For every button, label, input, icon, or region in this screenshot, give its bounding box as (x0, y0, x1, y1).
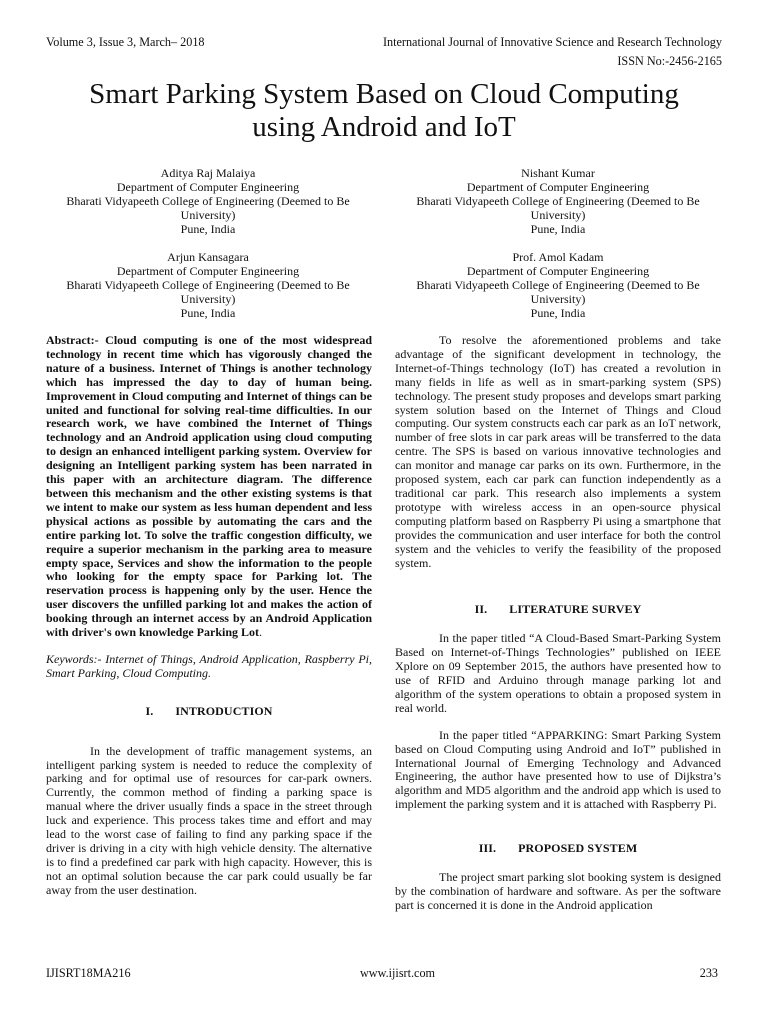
right-column (395, 334, 721, 913)
author-name: Aditya Raj Malaiya (160, 166, 256, 180)
section-number: III. (478, 841, 497, 856)
author-city: Pune, India (180, 306, 236, 320)
author-college: Bharati Vidyapeeth College of Engineering (Deemed to Be (416, 278, 700, 292)
introduction-paragraph: In the development of traffic management systems, an intelligent parking system is needed to reduce the complexity of parking and for optimal use of resources for car-park owners. Currently, the common method of finding a parking space is manual where the driver usually finds a space in the street through luck and experience. This process takes time and effort and may lead to the worst case of failing to find any parking space if the driver is driving in a city with high vehicle density. The alternative is to find a predefined car park with high capacity. However, this is not an optimal solution because the car park could usually be far away from the user destination. (46, 743, 372, 897)
author-block-4 (398, 250, 718, 320)
section-number: II. (474, 602, 488, 617)
author-block-1 (48, 166, 368, 236)
author-city: Pune, India (530, 306, 586, 320)
proposed-system-paragraph: The project smart parking slot booking system is designed by the combination of hardware and software. As per the software part is concerned it is done in the Android application (395, 870, 721, 912)
section-title: LITERATURE SURVEY (509, 602, 642, 617)
journal-url: www.ijisrt.com (360, 966, 436, 980)
journal-name: International Journal of Innovative Science and Research Technology (382, 35, 722, 49)
title-line-1: Smart Parking System Based on Cloud Computing (89, 78, 679, 110)
author-dept: Department of Computer Engineering (116, 180, 300, 194)
author-dept: Department of Computer Engineering (466, 264, 650, 278)
author-dept: Department of Computer Engineering (116, 264, 300, 278)
title-line-2: using Android and IoT (252, 111, 516, 143)
page-number: 233 (699, 966, 718, 980)
abstract-end: . (259, 625, 263, 640)
paper-title (40, 78, 728, 144)
section-heading-proposed-system (395, 842, 721, 856)
section-heading-introduction (46, 705, 372, 719)
author-name: Nishant Kumar (521, 166, 595, 180)
section-number: I. (145, 703, 154, 718)
keywords: Keywords:- Internet of Things, Android Application, Raspberry Pi, Smart Parking, Cloud Computing. (46, 651, 372, 680)
section-title: INTRODUCTION (175, 703, 273, 718)
author-college-cont: University) (530, 292, 586, 306)
introduction-continued-paragraph: To resolve the aforementioned problems and take advantage of the significant development in technology, the Internet-of-Things technology (IoT) has created a revolution in many fields in life as well as in smart-parking system (SPS) technology. The present study proposes and develops smart parking system solution based on the Internet of Things and Cloud computing. Our system constructs each car park as an IoT network, number of free slots in car park areas will be transferred to the data centre. The SPS is based on various innovative technologies and can monitor and manage car parks on its own. Furthermore, in the proposed system, each car park can function independently as a traditional car park. This research also implements a system prototype with wireless access in an open-source physical computing platform based on Raspberry Pi using a smartphone that provides the communication and user interface for both the control system and the vehicles to verify the feasibility of the proposed system. (395, 333, 721, 570)
author-college: Bharati Vidyapeeth College of Engineering (Deemed to Be (66, 278, 350, 292)
author-dept: Department of Computer Engineering (466, 180, 650, 194)
author-name: Arjun Kansagara (167, 250, 249, 264)
abstract-paragraph (46, 334, 372, 640)
section-title: PROPOSED SYSTEM (518, 841, 638, 856)
section-heading-literature-survey (395, 603, 721, 617)
issn: ISSN No:-2456-2165 (617, 54, 722, 68)
abstract-text: :- Cloud computing is one of the most widespread technology in recent time which has vigorously changed the nature of a business. Internet of Things is another technology which has impressed the day to day of human being. Improvement in Cloud computing and Internet of things can be united and functional for solving real-time difficulties. In our research work, we have combined the Internet of Things technology and an Android application using cloud computing to design an enhanced intelligent parking system. Overview for designing an Intelligent parking system has been narrated in this paper with an architecture diagram. The difference between this mechanism and the other existing systems is that we intent to make our system as less human dependent and less physical actions as possible by automating the cars and the entire parking lot. To solve the traffic congestion difficulty, we require a superior mechanism in the parking area to measure empty space, Services and show the information to the people who looking for the empty space for Parking lot. The reservation process is happening only by the user. Hence the user discovers the unfilled parking lot and makes the action of booking through an internet access by an Android Application with driver's own knowledge Parking Lot (46, 333, 372, 640)
author-block-2 (398, 166, 718, 236)
author-college-cont: University) (180, 208, 236, 222)
author-college: Bharati Vidyapeeth College of Engineering (Deemed to Be (416, 194, 700, 208)
author-city: Pune, India (180, 222, 236, 236)
literature-paragraph-2: In the paper titled “APPARKING: Smart Parking System based on Cloud Computing using Android and IoT” published in International Journal of Emerging Technology and Advanced Engineering, the author have presented how to use of Dijkstra’s algorithm and MD5 algorithm and the android app which is used to implement the parking system and it is attached with Raspberry Pi. (395, 727, 721, 812)
paper-id: IJISRT18MA216 (46, 966, 131, 980)
author-college: Bharati Vidyapeeth College of Engineering (Deemed to Be (66, 194, 350, 208)
literature-paragraph-1: In the paper titled “A Cloud-Based Smart-Parking System Based on Internet-of-Things Technologies” published on IEEE Xplore on 09 September 2015, the authors have presented how to use of RFID and Arduino through manage parking lot and algorithm of the system operations to obtain a proposed system in real world. (395, 631, 721, 715)
author-college-cont: University) (530, 208, 586, 222)
author-college-cont: University) (180, 292, 236, 306)
author-block-3 (48, 250, 368, 320)
author-city: Pune, India (530, 222, 586, 236)
abstract-label: Abstract (46, 333, 91, 347)
left-column (46, 334, 372, 898)
author-name: Prof. Amol Kadam (512, 250, 604, 264)
volume-issue: Volume 3, Issue 3, March– 2018 (46, 35, 205, 49)
